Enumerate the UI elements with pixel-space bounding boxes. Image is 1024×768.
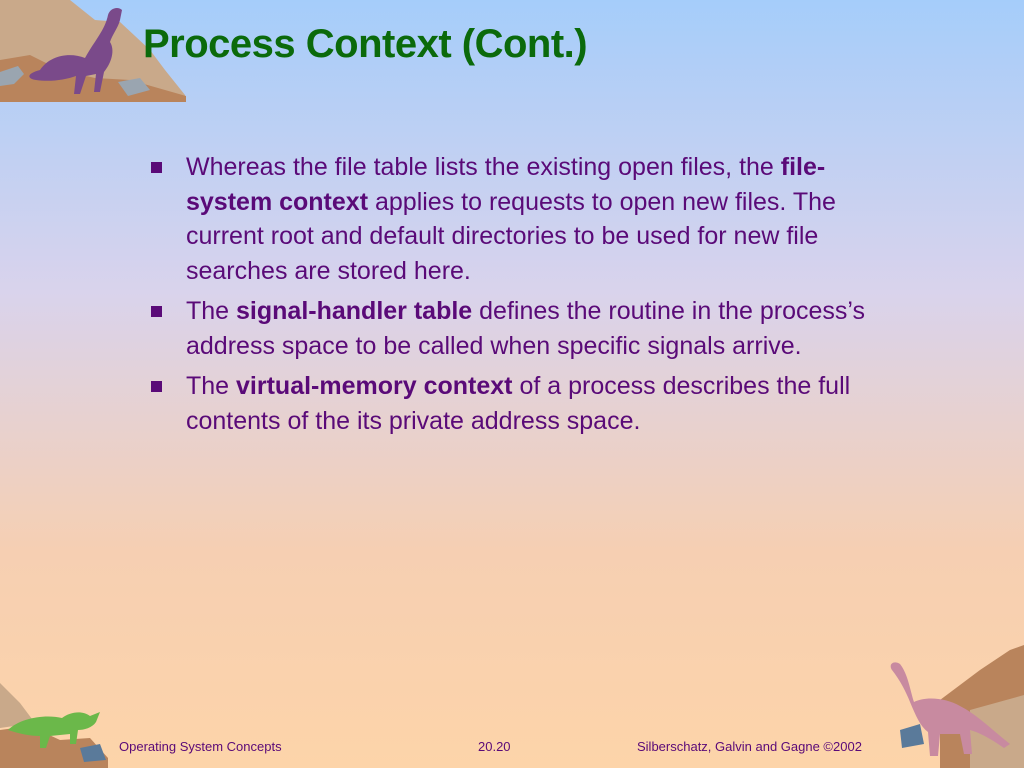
dinosaur-triceratops-icon <box>0 668 110 768</box>
bullet-text: applies to requests to open new files. The current root and default directories to be used for new file searches are stored here. <box>186 187 836 285</box>
bullet-text: of a process describes the full contents of the its private address space. <box>186 372 851 435</box>
bullet-term: file-system context <box>186 153 826 216</box>
bullet-term: virtual-memory context <box>236 372 513 400</box>
bullet-item <box>150 369 910 438</box>
bullet-item <box>150 294 910 363</box>
bullet-text: The <box>186 372 237 400</box>
square-bullet-icon <box>151 381 162 392</box>
bullet-item <box>150 150 910 288</box>
footer-course-title: Operating System Concepts <box>119 739 282 754</box>
square-bullet-icon <box>151 306 162 317</box>
slide-title: Process Context (Cont.) <box>143 22 588 66</box>
footer-slide-number: 20.20 <box>478 739 511 754</box>
bullet-list <box>150 150 910 444</box>
bullet-text: defines the routine in the process’s address space to be called when specific signals arrive. <box>186 297 866 360</box>
bullet-text: The <box>186 297 237 325</box>
bullet-term: signal-handler table <box>236 297 473 325</box>
dinosaur-brontosaurus-icon <box>880 640 1024 768</box>
bullet-text: Whereas the file table lists the existing open files, the <box>186 153 781 181</box>
footer-copyright: Silberschatz, Galvin and Gagne ©2002 <box>637 739 862 754</box>
square-bullet-icon <box>151 162 162 173</box>
